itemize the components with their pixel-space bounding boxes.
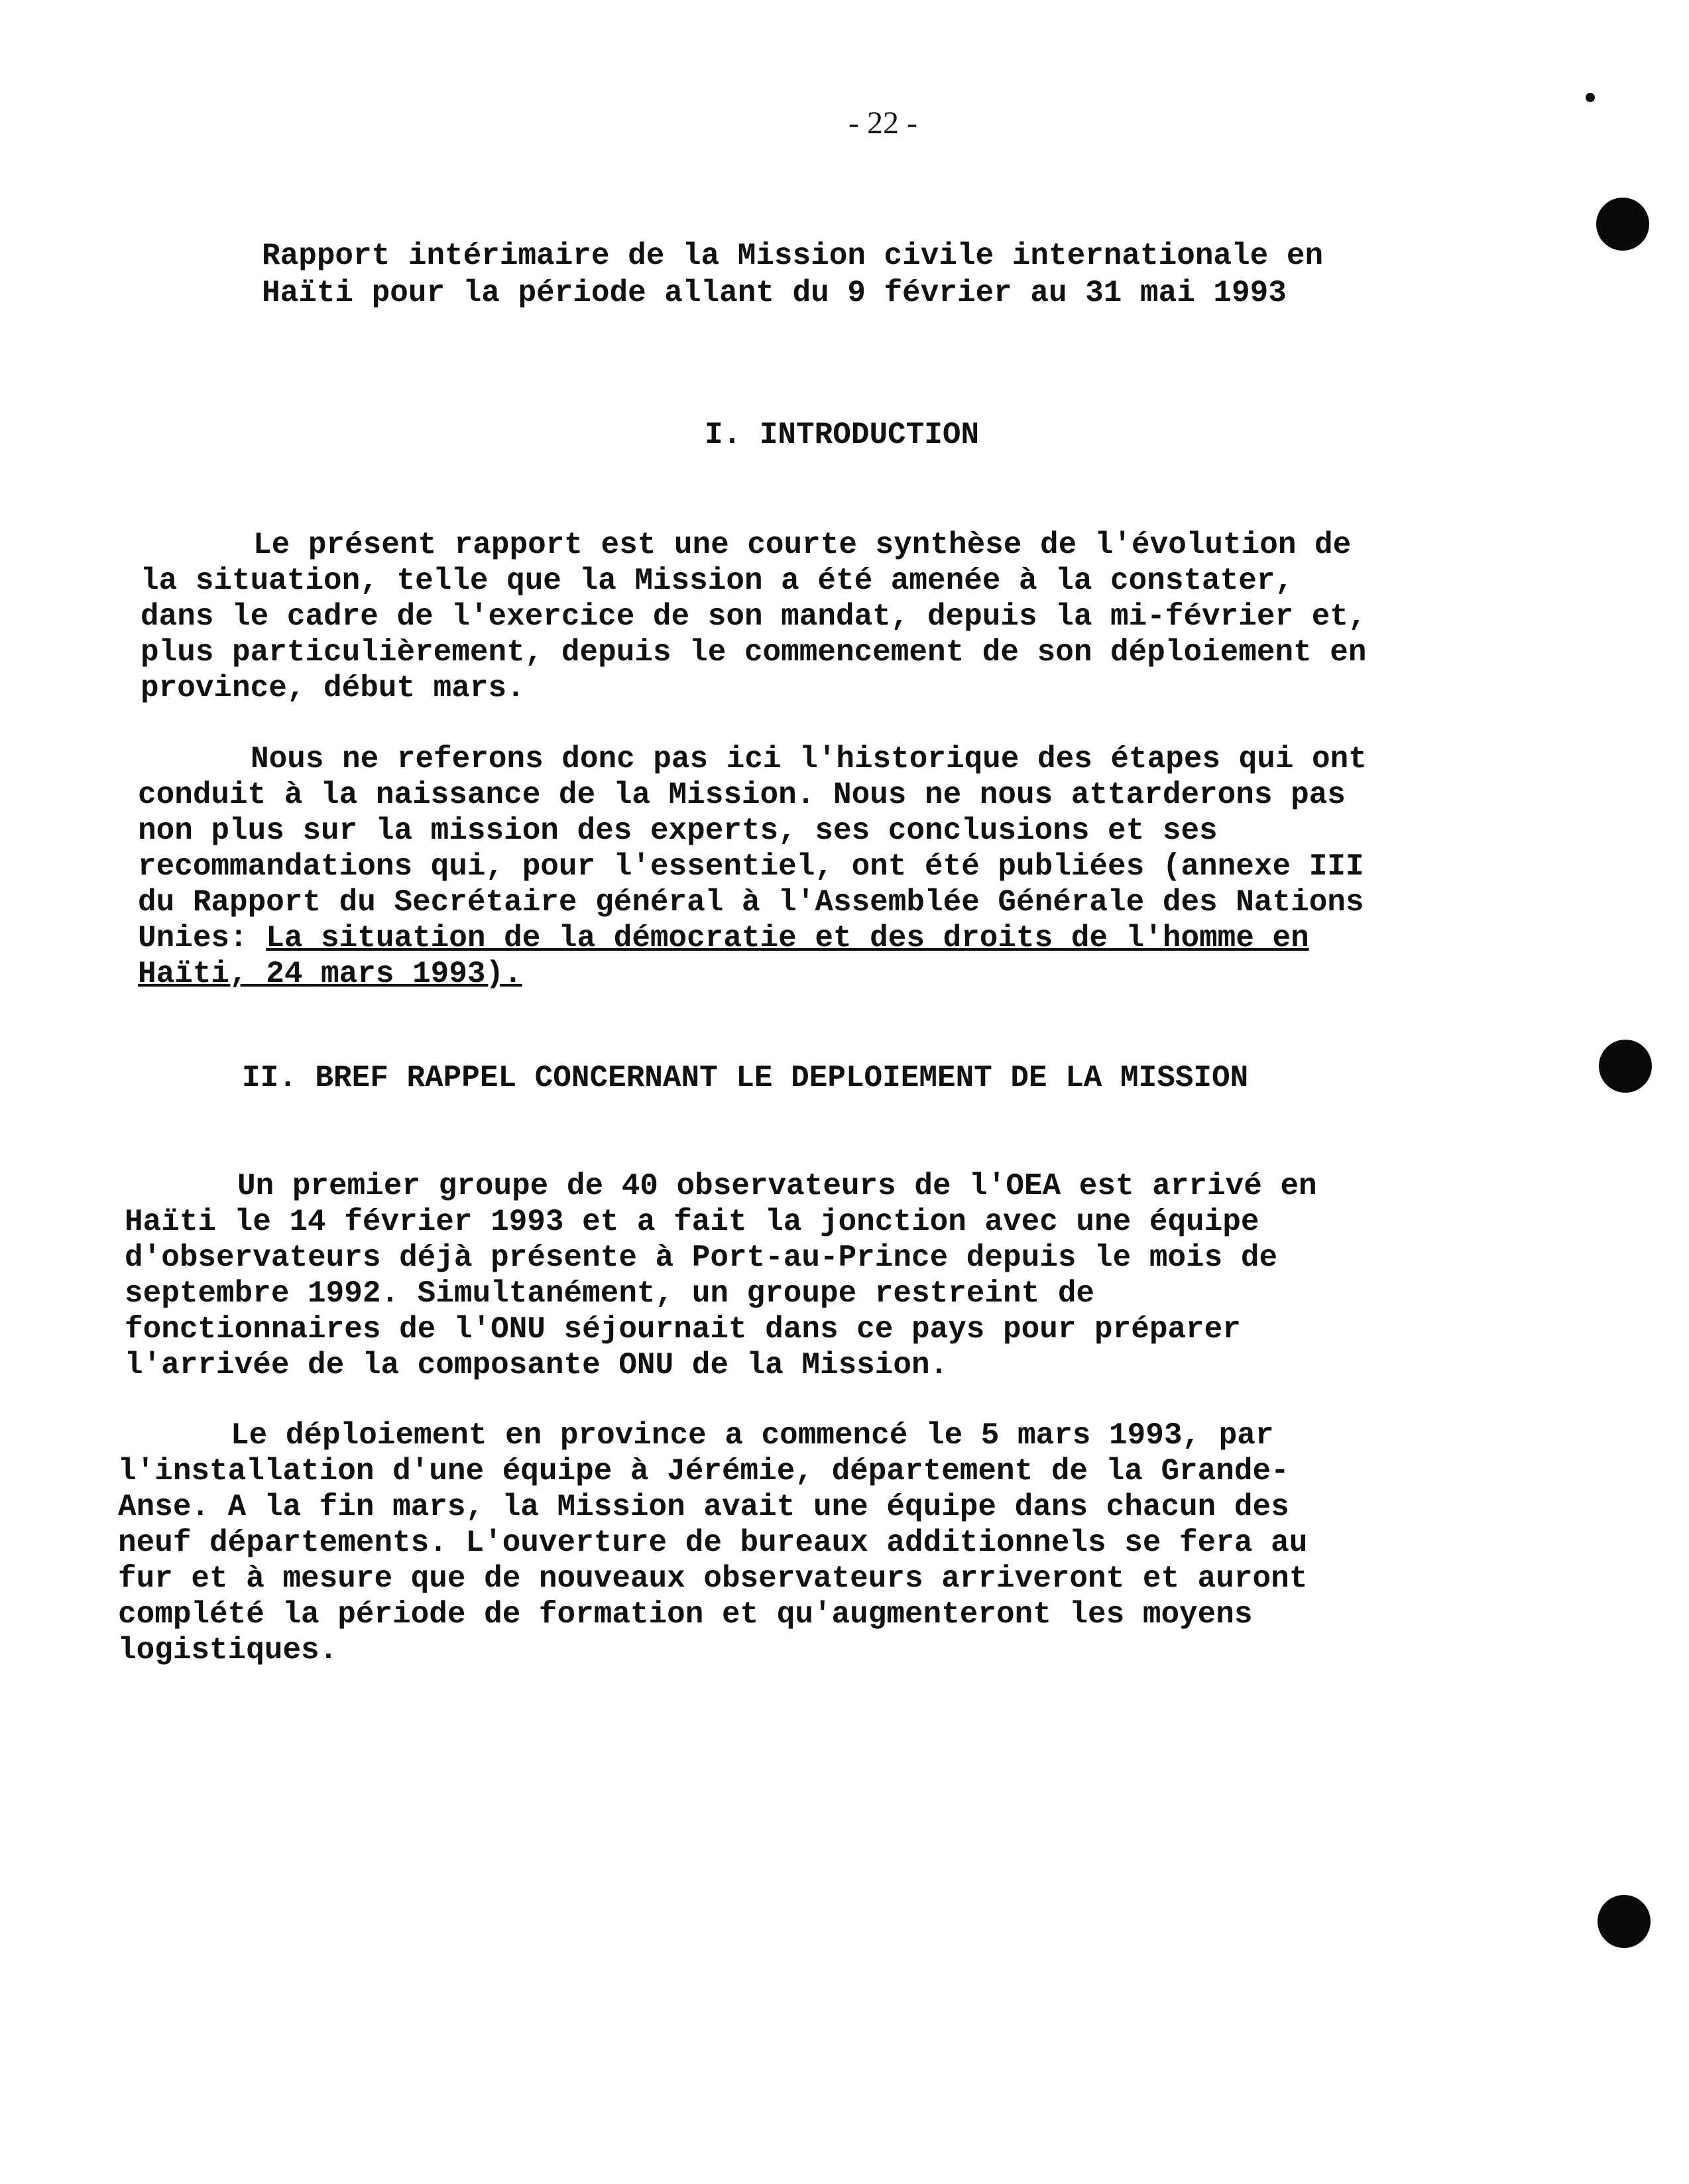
text-line: Le présent rapport est une courte synthèse de l'évolution de (253, 528, 1352, 562)
text-line: la situation, telle que la Mission a été amenée à la constater, (141, 564, 1294, 598)
text-line (138, 920, 1576, 956)
text-line: Haïti le 14 février 1993 et a fait la jonction avec une équipe (125, 1205, 1259, 1239)
cited-report-date: Haïti, 24 mars 1993). (138, 957, 522, 991)
deployment-paragraph-2 (118, 1418, 1556, 1668)
text-line: Anse. A la fin mars, la Mission avait une équipe dans chacun des (118, 1490, 1289, 1524)
text-line: logistiques. (118, 1633, 338, 1668)
scan-speck (1586, 93, 1595, 102)
text-line: non plus sur la mission des experts, ses conclusions et ses (138, 814, 1218, 848)
text-line: neuf départements. L'ouverture de bureaux additionnels se fera au (118, 1526, 1308, 1560)
text-line: recommandations qui, pour l'essentiel, ont été publiées (annexe III (138, 849, 1364, 884)
document-title (262, 237, 1614, 312)
text-line: Le déploiement en province a commencé le 5 mars 1993, par (231, 1418, 1274, 1453)
text-line: Un premier groupe de 40 observateurs de l'OEA est arrivé en (237, 1169, 1317, 1203)
text-line: fur et à mesure que de nouveaux observateurs arriveront et auront (118, 1561, 1308, 1596)
text-line: conduit à la naissance de la Mission. Nous ne nous attarderons pas (138, 778, 1346, 812)
text-line: du Rapport du Secrétaire général à l'Assemblée Générale des Nations (138, 885, 1364, 920)
cited-report-title: La situation de la démocratie et des droits de l'homme en (266, 921, 1309, 955)
deployment-paragraph-1 (125, 1168, 1563, 1383)
text-line: Nous ne referons donc pas ici l'historique des étapes qui ont (251, 742, 1367, 776)
title-line-2: Haïti pour la période allant du 9 février au 31 mai 1993 (262, 276, 1287, 310)
text-line: l'installation d'une équipe à Jérémie, département de la Grande- (118, 1454, 1289, 1488)
section-2-heading: II. BREF RAPPEL CONCERNANT LE DEPLOIEMENT DE LA MISSION (242, 1061, 1249, 1095)
punch-hole (1596, 198, 1649, 251)
text-line: province, début mars. (141, 671, 525, 705)
text-line: dans le cadre de l'exercice de son mandat, depuis la mi-février et, (141, 599, 1367, 634)
text-line: l'arrivée de la composante ONU de la Mission. (125, 1348, 949, 1382)
intro-paragraph-2 (138, 741, 1576, 992)
page-number: - 22 - (848, 105, 917, 141)
text-fragment: Unies: (138, 921, 266, 955)
text-line: fonctionnaires de l'ONU séjournait dans ce pays pour préparer (125, 1312, 1241, 1347)
section-1-heading: I. INTRODUCTION (705, 418, 980, 452)
text-line: plus particulièrement, depuis le commencement de son déploiement en (141, 635, 1367, 670)
text-line: d'observateurs déjà présente à Port-au-Prince depuis le mois de (125, 1241, 1278, 1275)
punch-hole (1599, 1040, 1652, 1093)
intro-paragraph-1 (141, 527, 1579, 706)
title-line-1: Rapport intérimaire de la Mission civile internationale en (262, 239, 1324, 273)
text-line: complété la période de formation et qu'augmenteront les moyens (118, 1597, 1253, 1632)
punch-hole (1598, 1895, 1651, 1948)
text-line: septembre 1992. Simultanément, un groupe restreint de (125, 1276, 1095, 1311)
